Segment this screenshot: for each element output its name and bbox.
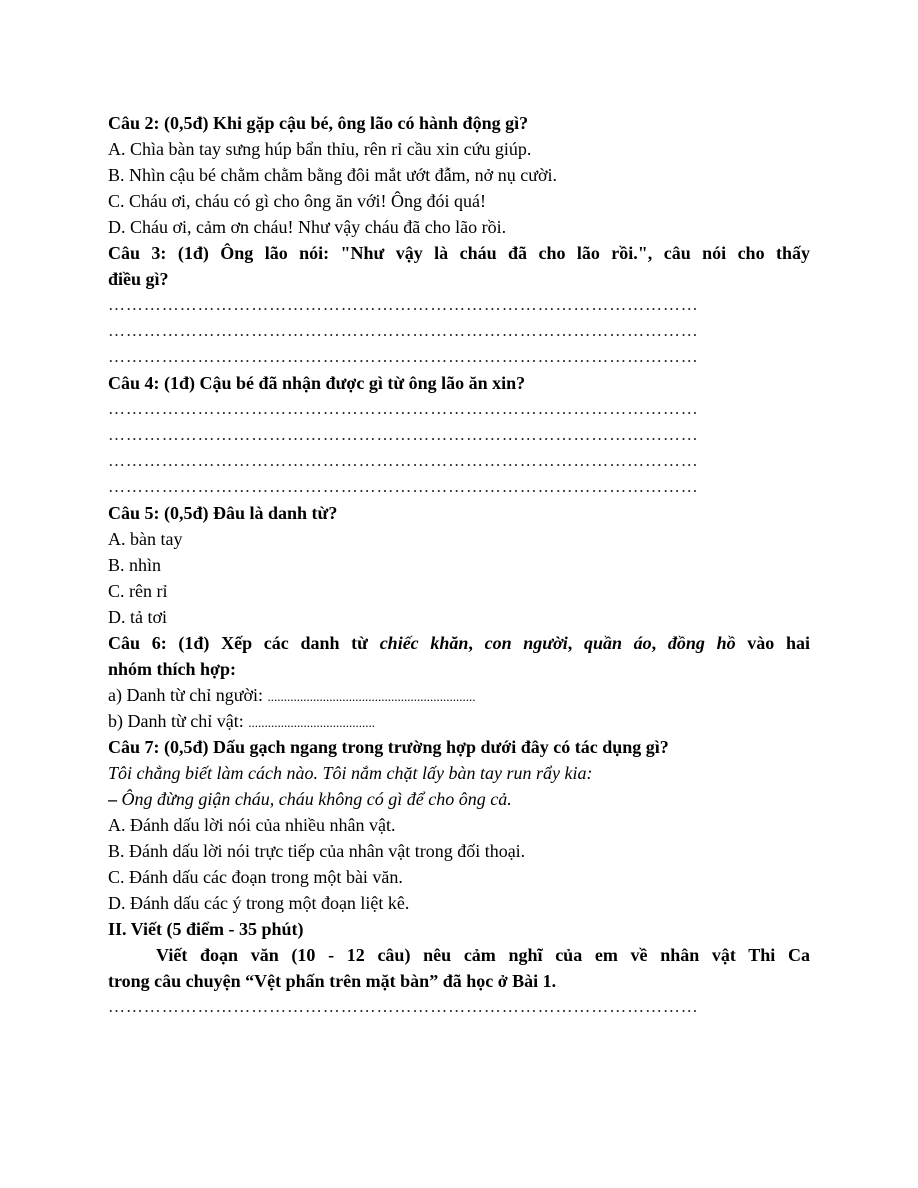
- question-7-title: Câu 7: (0,5đ) Dấu gạch ngang trong trường hợp dưới đây có tác dụng gì?: [108, 737, 669, 757]
- noun-con-nguoi: con người: [484, 633, 568, 653]
- part-a-label: a) Danh từ chỉ người:: [108, 685, 268, 705]
- noun-dong-ho: đồng hồ: [667, 633, 736, 653]
- question-2-title: Câu 2: (0,5đ) Khi gặp cậu bé, ông lão có hành động gì?: [108, 113, 529, 133]
- question-5-option-c: C. rên rỉ: [108, 581, 168, 601]
- comma: ,: [651, 633, 668, 653]
- question-6-title-line-1: [108, 630, 810, 656]
- answer-dotted-line: ………………………………………………………………………………………: [108, 425, 699, 444]
- question-7-option-d: D. Đánh dấu các ý trong một đoạn liệt kê.: [108, 893, 410, 913]
- answer-dotted-line: ………………………………………………………………………………………: [108, 295, 699, 314]
- question-2-option-b: B. Nhìn cậu bé chằm chằm bằng đôi mắt ướt đẫm, nở nụ cười.: [108, 165, 557, 185]
- writing-prompt-line-2: trong câu chuyện “Vệt phấn trên mặt bàn” đã học ở Bài 1.: [108, 971, 557, 991]
- question-6-part-b: [108, 708, 810, 734]
- comma: ,: [468, 633, 485, 653]
- writing-section-heading: II. Viết (5 điểm - 35 phút): [108, 919, 304, 939]
- question-6-title-line-2: nhóm thích hợp:: [108, 659, 237, 679]
- question-4-title: Câu 4: (1đ) Cậu bé đã nhận được gì từ ông lão ăn xin?: [108, 373, 526, 393]
- question-5-option-b: B. nhìn: [108, 555, 162, 575]
- part-b-dotted-blank: .......................................: [248, 715, 375, 730]
- question-2-option-d: D. Cháu ơi, cảm ơn cháu! Như vậy cháu đã cho lão rồi.: [108, 217, 507, 237]
- noun-quan-ao: quần áo: [583, 633, 652, 653]
- writing-prompt-line-1: Viết đoạn văn (10 - 12 câu) nêu cảm nghĩ của em về nhân vật Thi Ca: [156, 945, 810, 965]
- noun-chiec-khan: chiếc khăn: [379, 633, 469, 653]
- question-6-suffix: vào hai: [735, 633, 810, 653]
- answer-dotted-line: ………………………………………………………………………………………: [108, 321, 699, 340]
- answer-dotted-line: ………………………………………………………………………………………: [108, 451, 699, 470]
- question-2-option-c: C. Cháu ơi, cháu có gì cho ông ăn với! Ông đói quá!: [108, 191, 486, 211]
- question-7-option-b: B. Đánh dấu lời nói trực tiếp của nhân vật trong đối thoại.: [108, 841, 526, 861]
- answer-dotted-line: ………………………………………………………………………………………: [108, 347, 699, 366]
- part-b-label: b) Danh từ chỉ vật:: [108, 711, 249, 731]
- question-7-option-c: C. Đánh dấu các đoạn trong một bài văn.: [108, 867, 403, 887]
- quote-text: Ông đừng giận cháu, cháu không có gì để cho ông cả.: [121, 789, 512, 809]
- comma: ,: [567, 633, 584, 653]
- question-7-quote-line-2: [108, 786, 810, 812]
- question-3-title-line-1: Câu 3: (1đ) Ông lão nói: "Như vậy là cháu đã cho lão rồi.", câu nói cho thấy: [108, 243, 810, 263]
- question-5-option-d: D. tả tơi: [108, 607, 168, 627]
- answer-dotted-line: ………………………………………………………………………………………: [108, 997, 699, 1016]
- question-2-option-a: A. Chìa bàn tay sưng húp bẩn thỉu, rên rỉ cầu xin cứu giúp.: [108, 139, 532, 159]
- dash-mark: –: [108, 789, 122, 809]
- answer-dotted-line: ………………………………………………………………………………………: [108, 399, 699, 418]
- question-5-title: Câu 5: (0,5đ) Đâu là danh từ?: [108, 503, 338, 523]
- worksheet-page: [108, 110, 810, 1020]
- question-7-option-a: A. Đánh dấu lời nói của nhiều nhân vật.: [108, 815, 396, 835]
- answer-dotted-line: ………………………………………………………………………………………: [108, 477, 699, 496]
- question-6-part-a: [108, 682, 810, 708]
- question-5-option-a: A. bàn tay: [108, 529, 183, 549]
- question-6-prefix: Câu 6: (1đ) Xếp các danh từ: [108, 633, 380, 653]
- question-3-title-line-2: điều gì?: [108, 269, 169, 289]
- question-7-quote-line-1: Tôi chẳng biết làm cách nào. Tôi nắm chặt lấy bàn tay run rẩy kia:: [108, 763, 593, 783]
- part-a-dotted-blank: ................................................................: [267, 689, 476, 704]
